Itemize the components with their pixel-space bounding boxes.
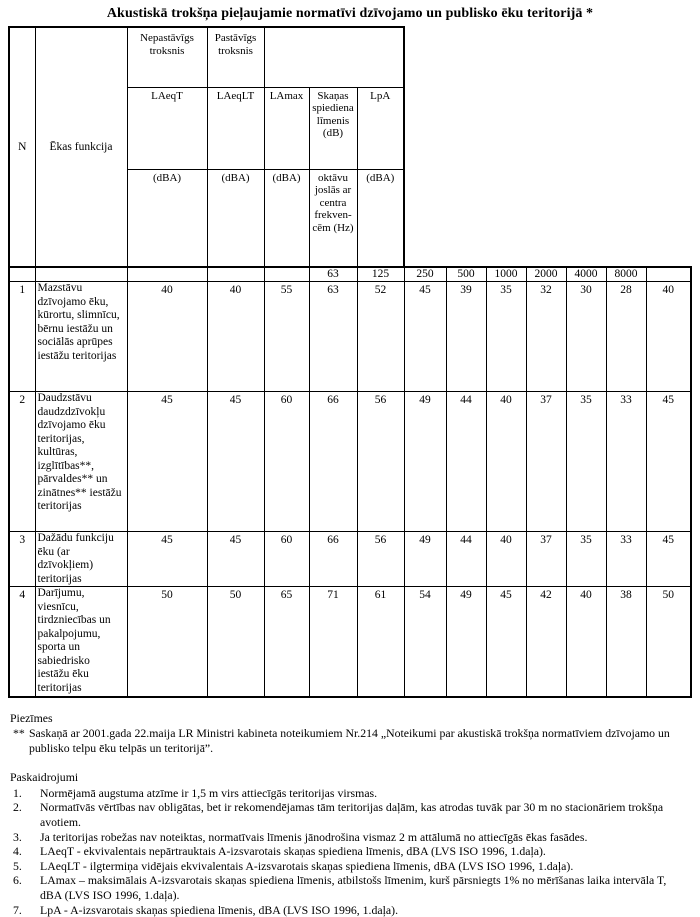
col-header-steady-noise: Pastāvīgs troksnis [207,27,264,87]
value-cell: 39 [446,282,486,392]
value-cell: 40 [486,392,526,532]
value-cell: 49 [404,532,446,587]
value-cell: 35 [486,282,526,392]
col-header-nonsteady-noise: Nepastāvīgs troksnis [127,27,207,87]
notes-section [10,711,686,917]
explanation-item [13,873,686,902]
item-text: LAmax – maksimālais A-izsvarotais skaņas spiediena līmenis, atbilstošs līmenim, kurš pārsniegts 1% no mērīšanas laika intervāla T, dBA (LVS ISO 1996, 1.daļa). [40,873,686,902]
col-header-laeqlt: LAeqLT [207,87,264,169]
value-cell: 33 [606,532,646,587]
value-cell: 45 [127,392,207,532]
explanation-item [13,844,686,859]
item-text: LAeqT - ekvivalentais nepārtrauktais A-izsvarotais skaņas spiediena līmenis, dBA (LVS ISO 1996, 1.daļa). [40,844,686,859]
frequency-header: 63 [309,267,357,282]
empty-cell [127,267,207,282]
empty-cell [646,267,691,282]
footnote-marker: ** [13,726,29,755]
row-number: 3 [9,532,35,587]
value-cell: 49 [446,587,486,697]
value-cell: 30 [566,282,606,392]
value-cell: 45 [127,532,207,587]
item-number: 2. [13,800,40,829]
header-outside-area [404,27,691,267]
value-cell: 44 [446,532,486,587]
value-cell: 50 [207,587,264,697]
col-header-lamax: LAmax [264,87,309,169]
value-cell: 60 [264,532,309,587]
value-cell: 38 [606,587,646,697]
value-cell: 45 [646,532,691,587]
value-cell: 40 [486,532,526,587]
value-cell: 66 [309,392,357,532]
value-cell: 66 [309,532,357,587]
frequency-header: 2000 [526,267,566,282]
item-text: Ja teritorijas robežas nav noteiktas, normatīvais līmenis jānodrošina vismaz 2 m attālumā no attiecīgās ēkas fasādes. [40,830,686,845]
value-cell: 71 [309,587,357,697]
piezimes-title: Piezīmes [10,711,686,726]
value-cell: 55 [264,282,309,392]
value-cell: 60 [264,392,309,532]
document-title: Akustiskā trokšņa pieļaujamie normatīvi dzīvojamo un publisko ēku teritorijā * [0,0,700,22]
empty-cell [264,267,309,282]
value-cell: 45 [207,392,264,532]
value-cell: 40 [207,282,264,392]
explanation-item [13,800,686,829]
value-cell: 33 [606,392,646,532]
value-cell: 52 [357,282,404,392]
value-cell: 35 [566,532,606,587]
frequency-header: 125 [357,267,404,282]
col-header-laeqt: LAeqT [127,87,207,169]
value-cell: 40 [646,282,691,392]
frequency-header: 8000 [606,267,646,282]
value-cell: 28 [606,282,646,392]
item-text: LpA - A-izsvarotais skaņas spiediena līmenis, dBA (LVS ISO 1996, 1.daļa). [40,903,686,917]
row-number: 1 [9,282,35,392]
building-function-cell: Dažādu funkciju ēku (ar dzīvokļiem) teritorijas [35,532,127,587]
item-text: Normējamā augstuma atzīme ir 1,5 m virs attiecīgās teritorijas virsmas. [40,786,686,801]
value-cell: 45 [404,282,446,392]
value-cell: 44 [446,392,486,532]
value-cell: 35 [566,392,606,532]
value-cell: 37 [526,392,566,532]
value-cell: 32 [526,282,566,392]
value-cell: 50 [127,587,207,697]
paskaidrojumi-title: Paskaidrojumi [10,770,686,785]
unit-label-dba: (dBA) [127,169,207,267]
item-number: 1. [13,786,40,801]
col-header-lpa: LpA [357,87,404,169]
noise-standards-table [8,26,692,698]
value-cell: 42 [526,587,566,697]
empty-cell [9,267,35,282]
frequency-header: 250 [404,267,446,282]
unit-label-dba: (dBA) [357,169,404,267]
octave-bands-label: oktāvu joslās ar centra frekven-cēm (Hz) [309,169,357,267]
value-cell: 50 [646,587,691,697]
footnote-double-asterisk [13,726,686,755]
value-cell: 45 [207,532,264,587]
item-number: 5. [13,859,40,874]
explanation-item [13,830,686,845]
value-cell: 49 [404,392,446,532]
footnote-text: Saskaņā ar 2001.gada 22.maija LR Ministri kabineta noteikumiem Nr.214 „Noteikumi par akustiskā trokšņa normatīviem dzīvojamo un publisko telpu ēku telpās un teritorijā”. [29,726,686,755]
header-empty-cell [264,27,404,87]
building-function-cell: Daudzstāvu daudzdzīvokļu dzīvojamo ēku teritorijas, kultūras, izglītības**, pārvaldes** un zinātnes** iestāžu teritorijas [35,392,127,532]
value-cell: 40 [127,282,207,392]
row-number: 2 [9,392,35,532]
value-cell: 65 [264,587,309,697]
value-cell: 37 [526,532,566,587]
item-number: 6. [13,873,40,902]
value-cell: 45 [646,392,691,532]
unit-label-dba: (dBA) [207,169,264,267]
value-cell: 61 [357,587,404,697]
explanation-item [13,786,686,801]
item-number: 7. [13,903,40,917]
frequency-header: 4000 [566,267,606,282]
unit-label-dba: (dBA) [264,169,309,267]
item-text: Normatīvās vērtības nav obligātas, bet ir rekomendējamas tām teritorijas daļām, kas atrodas tuvāk par 30 m no stacionāriem trokšņa avotiem. [40,800,686,829]
empty-cell [207,267,264,282]
frequency-header: 500 [446,267,486,282]
value-cell: 63 [309,282,357,392]
row-number: 4 [9,587,35,697]
value-cell: 45 [486,587,526,697]
value-cell: 40 [566,587,606,697]
col-header-function: Ēkas funkcija [35,27,127,267]
item-number: 3. [13,830,40,845]
explanation-item [13,859,686,874]
value-cell: 56 [357,392,404,532]
col-header-sound-pressure-level: Skaņas spiediena līmenis (dB) [309,87,357,169]
col-header-n: N [9,27,35,267]
value-cell: 54 [404,587,446,697]
value-cell: 56 [357,532,404,587]
item-number: 4. [13,844,40,859]
frequency-header: 1000 [486,267,526,282]
explanation-item [13,903,686,917]
building-function-cell: Darījumu, viesnīcu, tirdzniecības un pakalpojumu, sporta un sabiedrisko iestāžu ēku teritorijas [35,587,127,697]
building-function-cell: Mazstāvu dzīvojamo ēku, kūrortu, slimnīcu, bērnu iestāžu un sociālās aprūpes iestāžu teritorijas [35,282,127,392]
item-text: LAeqLT - ilgtermiņa vidējais ekvivalentais A-izsvarotais skaņas spiediena līmenis, dBA (LVS ISO 1996, 1.daļa). [40,859,686,874]
empty-cell [35,267,127,282]
